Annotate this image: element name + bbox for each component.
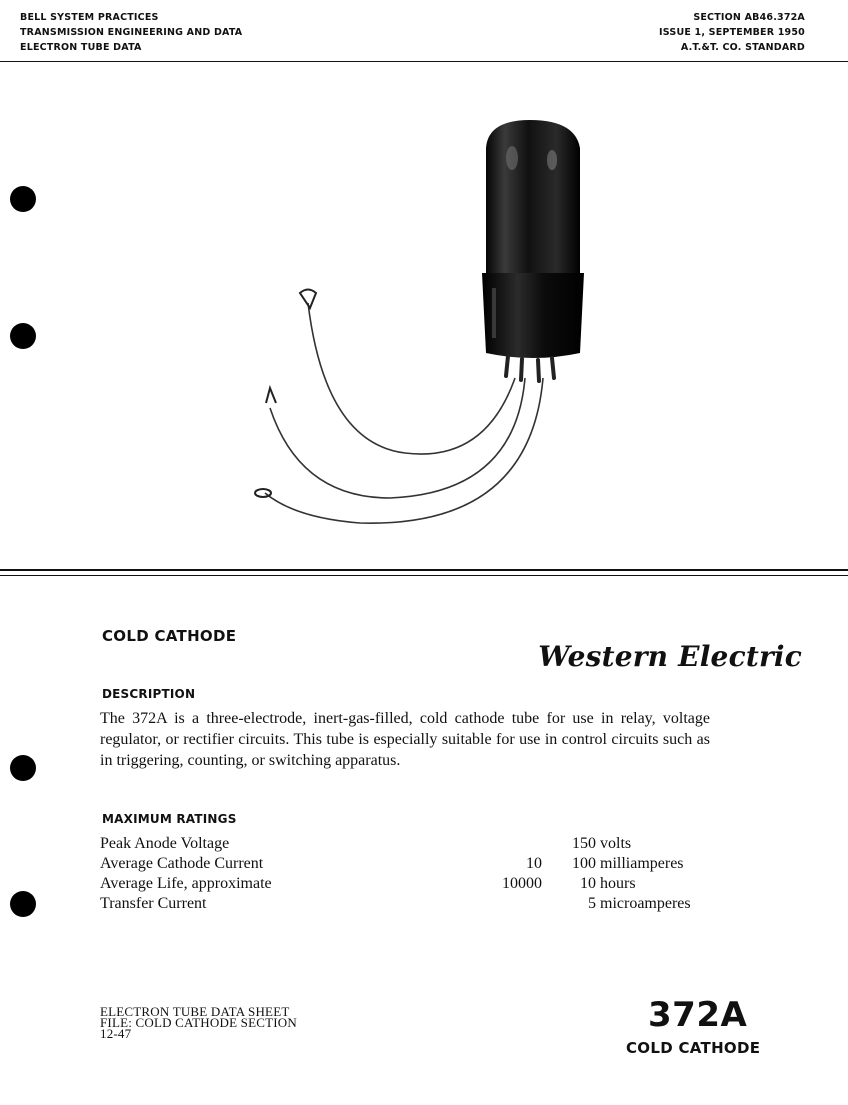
- rating-max: 5: [588, 895, 596, 912]
- tube-type-title: COLD CATHODE: [102, 627, 237, 645]
- rating-row: [100, 855, 720, 875]
- header-rule: [0, 61, 848, 62]
- section-rule-top: [0, 569, 848, 571]
- description-heading: DESCRIPTION: [102, 687, 196, 701]
- rating-row: [100, 875, 720, 895]
- punch-hole: [10, 755, 36, 781]
- punch-hole: [10, 891, 36, 917]
- rating-max: 100: [572, 855, 596, 872]
- footer-line: 12-47: [100, 1026, 132, 1041]
- tube-code-subtitle: COLD CATHODE: [626, 1039, 761, 1057]
- rating-label: Average Life, approximate: [100, 875, 272, 892]
- rating-unit: hours: [600, 875, 636, 892]
- issue-date: ISSUE 1, SEPTEMBER 1950: [659, 27, 805, 38]
- footer-file-info: [100, 1006, 297, 1039]
- rating-max: 150: [572, 835, 596, 852]
- header-right: [659, 10, 805, 55]
- rating-label: Average Cathode Current: [100, 855, 264, 872]
- footer-line: FILE: COLD CATHODE SECTION: [100, 1015, 297, 1030]
- punch-hole: [10, 186, 36, 212]
- section-number: SECTION AB46.372A: [693, 12, 805, 23]
- tube-base: [482, 273, 584, 358]
- header-line: BELL SYSTEM PRACTICES: [20, 12, 159, 23]
- brand-logo: Western Electric: [538, 640, 802, 673]
- header-line: ELECTRON TUBE DATA: [20, 42, 142, 53]
- rating-unit: milliamperes: [600, 855, 684, 872]
- rating-label: Transfer Current: [100, 895, 207, 912]
- rating-row: [100, 835, 720, 855]
- footer-line: ELECTRON TUBE DATA SHEET: [100, 1004, 290, 1019]
- wire-terminals: [255, 290, 316, 498]
- tube-photo: [230, 68, 630, 538]
- rating-min: 10: [526, 855, 542, 872]
- punch-hole: [10, 323, 36, 349]
- header-left: [20, 10, 242, 55]
- ratings-heading: MAXIMUM RATINGS: [102, 812, 237, 826]
- rating-min: 10000: [502, 875, 542, 892]
- section-rule-bottom: [0, 575, 848, 576]
- rating-max: 10: [580, 875, 596, 892]
- rating-row: [100, 895, 720, 915]
- description-text: The 372A is a three-electrode, inert-gas-filled, cold cathode tube for use in relay, voltage regulator, or rectifier circuits. This tube is especially suitable for use in control circuits such as in triggering, counting, or switching apparatus.: [100, 710, 710, 769]
- tube-glass: [486, 120, 580, 283]
- rating-unit: microamperes: [600, 895, 691, 912]
- standard-label: A.T.&T. CO. STANDARD: [680, 42, 805, 53]
- rating-unit: volts: [600, 835, 632, 852]
- tube-code: 372A: [648, 995, 748, 1035]
- tube-pins: [506, 356, 554, 381]
- rating-label: Peak Anode Voltage: [100, 835, 230, 852]
- header-line: TRANSMISSION ENGINEERING AND DATA: [20, 27, 243, 38]
